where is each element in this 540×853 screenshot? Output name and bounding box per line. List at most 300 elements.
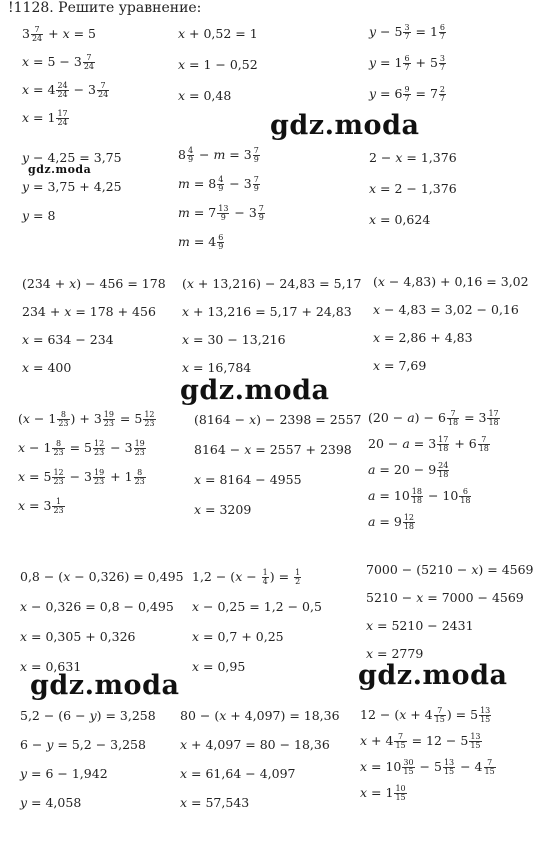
equation-line — [366, 562, 534, 578]
expression-text: = 5 — [65, 440, 92, 455]
expression-text: = 5 — [115, 411, 143, 426]
expression-text: 1,2 − ( — [192, 569, 236, 584]
fraction — [262, 569, 269, 586]
fraction — [217, 205, 229, 222]
fraction-denominator: 23 — [53, 448, 64, 457]
fraction-numerator: 13 — [218, 204, 229, 213]
fraction-numerator: 6 — [404, 54, 410, 63]
variable: x — [235, 569, 243, 584]
fraction-denominator: 24 — [98, 90, 109, 99]
expression-text: = 2779 — [373, 646, 424, 661]
equation-line — [368, 488, 472, 505]
fraction-numerator: 10 — [395, 784, 406, 793]
variable: x — [369, 212, 377, 227]
fraction-numerator: 1 — [295, 568, 301, 577]
fraction — [459, 488, 471, 505]
equation-line — [194, 472, 302, 488]
variable: y — [20, 795, 28, 810]
fraction-denominator: 15 — [484, 767, 495, 776]
expression-text: + 5 — [411, 55, 438, 70]
fraction — [484, 759, 496, 776]
variable: x — [360, 759, 368, 774]
equation-line — [369, 24, 447, 41]
variable: x — [18, 498, 26, 513]
fraction-numerator: 8 — [57, 411, 69, 420]
fraction-numerator: 13 — [480, 706, 491, 715]
expression-text: − 1 — [29, 411, 57, 426]
expression-text: + 13,216) − 24,83 = 5,17 — [193, 276, 362, 291]
variable: y — [369, 24, 377, 39]
variable: x — [373, 330, 381, 345]
equation-line — [20, 629, 135, 645]
variable: y — [22, 150, 30, 165]
expression-text: = 16,784 — [189, 360, 252, 375]
expression-text: = 12 − 5 — [407, 733, 469, 748]
variable: x — [180, 795, 188, 810]
fraction — [57, 411, 69, 428]
fraction-denominator: 2 — [295, 577, 301, 586]
variable: x — [64, 304, 72, 319]
fraction — [403, 55, 410, 72]
fraction — [439, 24, 446, 41]
fraction — [56, 82, 68, 99]
expression-text: + 13,216 = 5,17 + 24,83 — [189, 304, 352, 319]
equation-line — [22, 26, 96, 43]
equation-line — [22, 54, 96, 71]
equation-line — [18, 469, 147, 486]
expression-text: ) = 3,258 — [96, 708, 156, 723]
fraction-numerator: 7 — [31, 26, 43, 35]
fraction — [294, 569, 301, 586]
variable: x — [63, 569, 71, 584]
fraction-numerator: 7 — [258, 204, 264, 213]
fraction-denominator: 15 — [480, 715, 491, 724]
expression-text: − 10 — [423, 488, 459, 503]
expression-text: − 3 — [230, 205, 257, 220]
fraction-numerator: 17 — [488, 409, 499, 418]
fraction-numerator: 12 — [144, 410, 155, 419]
variable: x — [180, 737, 188, 752]
variable: x — [182, 360, 190, 375]
expression-text: 3 — [22, 26, 30, 41]
expression-text: 20 − — [368, 436, 403, 451]
expression-text: 80 − ( — [180, 708, 220, 723]
expression-text: 5210 − — [366, 590, 417, 605]
expression-text: = 6 — [376, 86, 403, 101]
expression-text: = 1 — [411, 24, 438, 39]
expression-text: = 4,058 — [27, 795, 82, 810]
equation-line — [192, 659, 245, 675]
fraction — [434, 707, 446, 724]
fraction-denominator: 9 — [220, 213, 226, 222]
expression-text: = 10 — [375, 488, 410, 503]
fraction-denominator: 15 — [395, 741, 406, 750]
fraction-denominator: 7 — [404, 63, 410, 72]
equation-line — [194, 412, 362, 428]
fraction — [134, 469, 146, 486]
fraction-denominator: 15 — [470, 741, 481, 750]
expression-text: − 5 — [376, 24, 403, 39]
expression-text: + 4,097) = 18,36 — [226, 708, 340, 723]
variable: m — [178, 205, 190, 220]
variable: x — [244, 442, 252, 457]
fraction-numerator: 7 — [484, 759, 496, 768]
fraction — [437, 462, 449, 479]
expression-text: − 4,25 = 3,75 — [29, 150, 122, 165]
fraction-numerator: 7 — [83, 54, 95, 63]
expression-text: 8 — [178, 147, 186, 162]
fraction-numerator: 7 — [97, 82, 109, 91]
fraction-denominator: 18 — [460, 496, 471, 505]
expression-text: + 0,52 = 1 — [185, 26, 258, 41]
fraction-denominator: 7 — [404, 94, 410, 103]
variable: x — [22, 54, 30, 69]
expression-text: − 3 — [106, 440, 133, 455]
equation-line — [369, 212, 430, 228]
equation-line — [366, 590, 524, 606]
fraction-denominator: 18 — [488, 418, 499, 427]
equation-line — [22, 208, 55, 224]
equation-line — [373, 274, 529, 290]
fraction-numerator: 3 — [439, 54, 445, 63]
expression-text: = 8164 − 4955 — [201, 472, 302, 487]
expression-text: = 0,305 + 0,326 — [27, 629, 136, 644]
expression-text: 0,8 − ( — [20, 569, 64, 584]
fraction-denominator: 24 — [57, 118, 68, 127]
fraction-numerator: 17 — [438, 435, 449, 444]
expression-text: = 5 — [69, 26, 96, 41]
equation-line — [182, 332, 286, 348]
expression-text: = 4 — [29, 82, 56, 97]
expression-text: 2 − — [369, 150, 396, 165]
fraction — [253, 176, 260, 193]
watermark-text: gdz.moda — [358, 660, 508, 691]
equation-line — [369, 86, 447, 103]
fraction-numerator: 7 — [447, 410, 459, 419]
fraction — [487, 410, 499, 427]
fraction-denominator: 18 — [438, 444, 449, 453]
equation-line — [180, 708, 340, 724]
fraction-numerator: 7 — [253, 146, 259, 155]
expression-text: ) = 4569 — [478, 562, 534, 577]
expression-text: = 8 — [29, 208, 56, 223]
expression-text: − 5 — [415, 759, 442, 774]
expression-text: ) − 456 = 178 — [76, 276, 166, 291]
equation-line — [366, 618, 474, 634]
variable: x — [471, 562, 479, 577]
variable: x — [20, 599, 28, 614]
fraction-denominator: 23 — [53, 506, 64, 515]
variable: x — [373, 302, 381, 317]
variable: y — [369, 86, 377, 101]
fraction-numerator: 19 — [103, 410, 114, 419]
fraction-numerator: 1 — [262, 568, 268, 577]
fraction-numerator: 13 — [443, 758, 455, 767]
variable: x — [360, 733, 368, 748]
fraction — [439, 55, 446, 72]
expression-text: = 1 − 0,52 — [185, 57, 258, 72]
fraction — [411, 488, 423, 505]
equation-line — [192, 569, 302, 586]
fraction — [83, 54, 95, 71]
expression-text: = 0,624 — [376, 212, 431, 227]
fraction-numerator: 7 — [394, 733, 406, 742]
expression-text: = 2557 + 2398 — [251, 442, 352, 457]
fraction — [217, 176, 224, 193]
variable: x — [399, 707, 407, 722]
equation-line — [368, 436, 491, 453]
expression-text: 234 + — [22, 304, 65, 319]
variable: a — [368, 488, 376, 503]
expression-text: ) = — [269, 569, 294, 584]
fraction-denominator: 23 — [58, 419, 69, 428]
equation-line — [182, 360, 251, 376]
expression-text: = 3 — [460, 410, 487, 425]
fraction-numerator: 13 — [470, 732, 481, 741]
variable: x — [192, 599, 200, 614]
variable: y — [22, 179, 30, 194]
fraction-denominator: 23 — [103, 419, 114, 428]
fraction — [478, 436, 490, 453]
fraction-denominator: 18 — [438, 470, 449, 479]
equation-line — [360, 759, 497, 776]
variable: x — [178, 88, 186, 103]
fraction-denominator: 23 — [134, 477, 145, 486]
expression-text: ) + 3 — [70, 411, 102, 426]
expression-text: = 3 — [225, 147, 252, 162]
fraction — [394, 733, 406, 750]
fraction — [134, 440, 146, 457]
expression-text: ( — [18, 411, 23, 426]
expression-text: − 3 — [69, 82, 96, 97]
expression-text: + 4 — [367, 733, 394, 748]
equation-line — [178, 234, 225, 251]
expression-text: 8164 − — [194, 442, 245, 457]
fraction-denominator: 9 — [253, 184, 259, 193]
expression-text: = 1,376 — [402, 150, 457, 165]
expression-text: − 0,326 = 0,8 − 0,495 — [27, 599, 174, 614]
expression-text: = 10 — [367, 759, 402, 774]
fraction — [469, 733, 481, 750]
expression-text: = 7 — [189, 205, 217, 220]
fraction-denominator: 9 — [218, 184, 224, 193]
watermark-text: gdz.moda — [28, 163, 92, 176]
variable: x — [22, 82, 30, 97]
expression-text: + 1 — [106, 469, 133, 484]
fraction-numerator: 12 — [53, 468, 64, 477]
expression-text: = 1 — [367, 785, 394, 800]
equation-line — [20, 795, 81, 811]
equation-line — [360, 707, 492, 724]
fraction — [394, 785, 406, 802]
expression-text: = 61,64 − 4,097 — [187, 766, 296, 781]
fraction-denominator: 4 — [262, 577, 268, 586]
fraction-denominator: 9 — [218, 242, 224, 251]
expression-text: = 1 — [29, 110, 56, 125]
variable: x — [178, 57, 186, 72]
equation-line — [178, 176, 261, 193]
expression-text: = 3 — [409, 436, 437, 451]
variable: y — [22, 208, 30, 223]
fraction-numerator: 18 — [411, 487, 422, 496]
expression-text: − 1 — [25, 440, 52, 455]
expression-text: = 634 − 234 — [29, 332, 114, 347]
equation-line — [182, 304, 352, 320]
fraction — [103, 411, 115, 428]
equation-line — [20, 708, 156, 724]
equation-line — [178, 88, 231, 104]
fraction-numerator: 1 — [52, 498, 64, 507]
expression-text: + 6 — [450, 436, 477, 451]
expression-text: 6 − — [20, 737, 47, 752]
fraction-denominator: 18 — [478, 444, 489, 453]
expression-text: = 20 − 9 — [375, 462, 437, 477]
equation-line — [20, 599, 174, 615]
variable: x — [194, 502, 202, 517]
expression-text: = 7,69 — [380, 358, 427, 373]
variable: m — [213, 147, 226, 162]
equation-line — [369, 55, 447, 72]
expression-text: + 4 — [406, 707, 433, 722]
fraction-numerator: 12 — [94, 439, 105, 448]
fraction-numerator: 8 — [134, 469, 146, 478]
fraction — [403, 86, 410, 103]
fraction — [217, 234, 224, 251]
fraction — [143, 411, 155, 428]
fraction-denominator: 24 — [57, 90, 68, 99]
equation-line — [18, 440, 147, 457]
fraction — [31, 26, 43, 43]
variable: x — [22, 360, 30, 375]
fraction — [258, 205, 265, 222]
fraction-denominator: 9 — [253, 155, 259, 164]
equation-line — [20, 766, 108, 782]
variable: x — [192, 629, 200, 644]
expression-text: = 1 — [376, 55, 403, 70]
expression-text: − 4 — [456, 759, 483, 774]
expression-text: = 9 — [375, 514, 402, 529]
expression-text: 7000 − (5210 − — [366, 562, 472, 577]
variable: x — [377, 274, 385, 289]
expression-text: − 3 — [225, 176, 252, 191]
expression-text: = 3 — [25, 498, 52, 513]
equation-line — [22, 179, 122, 195]
expression-text: = 8 — [189, 176, 217, 191]
variable: m — [178, 176, 190, 191]
equation-line — [373, 330, 473, 346]
variable: x — [360, 785, 368, 800]
equation-line — [178, 26, 258, 42]
fraction-denominator: 24 — [31, 34, 43, 43]
expression-text: = 0,95 — [199, 659, 246, 674]
fraction-numerator: 9 — [404, 85, 410, 94]
fraction — [479, 707, 491, 724]
fraction-denominator: 23 — [53, 477, 64, 486]
expression-text: ( — [182, 276, 187, 291]
fraction-denominator: 18 — [411, 496, 422, 505]
variable: x — [395, 150, 403, 165]
equation-line — [22, 332, 114, 348]
variable: x — [249, 412, 257, 427]
variable: x — [366, 646, 374, 661]
equation-line — [369, 181, 457, 197]
expression-text: = 3,75 + 4,25 — [29, 179, 122, 194]
watermark-text: gdz.moda — [30, 670, 180, 701]
variable: x — [219, 708, 227, 723]
equation-line — [194, 502, 251, 518]
watermark-text: gdz.moda — [270, 110, 420, 141]
fraction-denominator: 18 — [403, 522, 415, 531]
equation-line — [22, 360, 71, 376]
expression-text: − 0,326) = 0,495 — [70, 569, 184, 584]
fraction-numerator: 7 — [478, 436, 490, 445]
variable: x — [182, 304, 190, 319]
variable: y — [89, 708, 97, 723]
fraction-denominator: 15 — [395, 793, 406, 802]
fraction-denominator: 9 — [187, 155, 194, 164]
expression-text: = 7000 − 4569 — [423, 590, 524, 605]
expression-text: ) − 6 — [414, 410, 446, 425]
fraction-numerator: 24 — [57, 81, 68, 90]
fraction-numerator: 19 — [134, 439, 145, 448]
expression-text: = 2 − 1,376 — [376, 181, 457, 196]
expression-text: 12 − ( — [360, 707, 400, 722]
equation-line — [180, 795, 249, 811]
fraction-denominator: 7 — [439, 63, 445, 72]
variable: x — [62, 26, 70, 41]
expression-text: − — [195, 147, 214, 162]
expression-text: = 178 + 456 — [71, 304, 156, 319]
expression-text: = 7 — [411, 86, 438, 101]
variable: x — [194, 472, 202, 487]
expression-text: = 4 — [189, 234, 217, 249]
equation-line — [18, 411, 157, 428]
fraction-denominator: 9 — [258, 213, 264, 222]
fraction-denominator: 23 — [144, 419, 155, 428]
fraction — [52, 498, 64, 515]
fraction-numerator: 6 — [459, 488, 471, 497]
fraction — [97, 82, 109, 99]
equation-line — [182, 276, 361, 292]
expression-text: = 0,48 — [185, 88, 232, 103]
variable: x — [373, 358, 381, 373]
equation-line — [368, 462, 450, 479]
expression-text: = 6 − 1,942 — [27, 766, 108, 781]
expression-text: − 4,83 = 3,02 − 0,16 — [380, 302, 519, 317]
expression-text: ( — [373, 274, 378, 289]
variable: a — [368, 514, 376, 529]
equation-line — [18, 498, 66, 515]
expression-text: − — [242, 569, 261, 584]
expression-text: − 3 — [65, 469, 92, 484]
fraction-numerator: 7 — [434, 707, 446, 716]
expression-text: ) − 2398 = 2557 — [256, 412, 362, 427]
equation-line — [178, 57, 258, 73]
equation-line — [360, 733, 483, 750]
expression-text: + — [44, 26, 63, 41]
fraction-numerator: 7 — [253, 175, 259, 184]
variable: a — [402, 436, 410, 451]
fraction — [93, 440, 105, 457]
watermark-text: gdz.moda — [180, 375, 330, 406]
fraction-denominator: 23 — [94, 477, 105, 486]
fraction-denominator: 15 — [403, 767, 414, 776]
expression-text: (234 + — [22, 276, 70, 291]
fraction — [402, 759, 414, 776]
variable: x — [180, 766, 188, 781]
expression-text: = 57,543 — [187, 795, 250, 810]
fraction-numerator: 17 — [57, 109, 68, 118]
